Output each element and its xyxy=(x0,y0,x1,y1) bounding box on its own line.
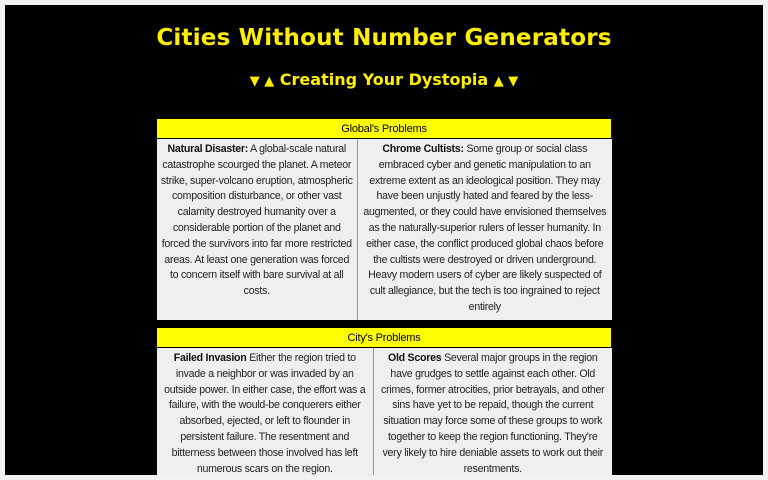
table-cell-old-scores xyxy=(374,348,612,476)
table-cell-chrome-cultists xyxy=(358,139,612,320)
triangle-decor-left-icon: ▼ ▲ xyxy=(249,74,275,89)
page-title: Cities Without Number Generators xyxy=(156,25,612,51)
table-cell-natural-disaster xyxy=(157,139,358,320)
table-cell-failed-invasion xyxy=(157,348,374,476)
global-problems-table xyxy=(156,118,612,320)
table-row xyxy=(157,348,612,476)
cell-text: Either the region tried to invade a neighbor or was invaded by an outside power. In either case, the effort was a failure, with the would-be conquerers either absorbed, ejected, or left to flounder in persistent failure. The resentment and bitterness between those involved has left numerous scars on the region. xyxy=(164,352,366,475)
triangle-decor-right-icon: ▲ ▼ xyxy=(493,74,519,89)
table-header: Global's Problems xyxy=(157,119,612,139)
cell-label: Old Scores xyxy=(387,352,442,364)
table-row xyxy=(157,139,612,320)
cell-text: Several major groups in the region have grudges to settle against each other. Old crimes, former atrocities, prior betrayals, and other sins have yet to be repaid, though the current situation may force some of these groups to work together to keep the region functioning. They're very likely to hire deniable assets to work out their resentments. xyxy=(381,352,605,475)
subtitle-text: Creating Your Dystopia xyxy=(279,70,489,89)
cell-label: Failed Invasion xyxy=(173,352,247,364)
cell-text: A global-scale natural catastrophe scourged the planet. A meteor strike, super-volcano eruption, atmospheric composition disturbance, or other vast calamity destroyed humanity over a considerable portion of the planet and forced the survivors into far more restricted areas. At least one generation was forced to concern itself with bare survival at all costs. xyxy=(160,143,353,298)
page-frame xyxy=(5,5,763,475)
city-problems-table xyxy=(156,327,612,475)
cell-label: Natural Disaster: xyxy=(167,143,249,155)
cell-text: Some group or social class embraced cyber and genetic manipulation to an extreme extent as an ideological position. They may have been unjustly hated and feared by the less-augmented, or they could have envisioned themselves as the naturally-superior rulers of lesser humanity. In either case, the conflict produced global chaos before the cultists were destroyed or driven underground. Heavy modern users of cyber are likely suspected of cult allegiance, but the tech is too ingrained to reject entirely xyxy=(363,143,607,313)
page-subtitle xyxy=(5,70,763,89)
cell-label: Chrome Cultists: xyxy=(382,143,464,155)
table-header: City's Problems xyxy=(157,328,612,348)
